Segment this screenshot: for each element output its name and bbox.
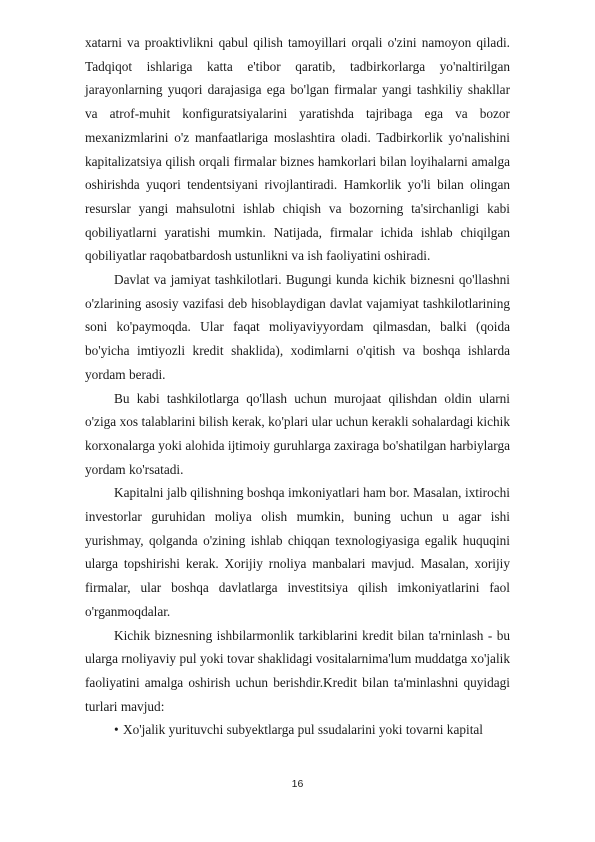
paragraph-state-organizations: Davlat va jamiyat tashkilotlari. Bugungi kunda kichik biznesni qo'llashni o'zlarining asosiy vazifasi deb hisoblaydigan davlat vajamiyat tashkilotlarining soni ko'paymoqda. Ular faqat moliyaviyyordam qilmasdan, balki (qoida bo'yicha imtiyozli kredit shaklida), xodimlarni o'qitish va boshqa ishlarda yordam beradi.: [85, 272, 510, 382]
page-number: 16: [291, 778, 304, 790]
paragraph-credit-provision: Kichik biznesning ishbilarmonlik tarkiblarini kredit bilan ta'rninlash - bu ularga rnoliyaviy pul yoki tovar shaklidagi vositalarnima'lum muddatga xo'jalik faoliyatini amalga oshirish uchun berishdir.Kredit bilan ta'minlashni quyidagi turlari mavjud:: [85, 627, 510, 714]
document-body: [85, 31, 510, 742]
bullet-icon: •: [114, 722, 119, 738]
list-item: [85, 718, 510, 742]
list-item-text: Xo'jalik yurituvchi subyektlarga pul ssudalarini yoki tovarni kapital: [123, 722, 483, 738]
paragraph-continuation: xatarni va proaktivlikni qabul qilish tamoyillari orqali o'zini namoyon qiladi. Tadqiqot ishlariga katta e'tibor qaratib, tadbirkorlarga yo'naltirilgan jarayonlarning yuqori darajasiga ega bo'lgan firmalar yangi tashkiliy shakllar va atrof-muhit konfiguratsiyalarini yaratishda tajribaga ega va bozor mexanizmlarini o'z manfaatlariga moslashtira oladi. Tadbirkorlik yo'nalishini kapitalizatsiya qilish orqali firmalar biznes hamkorlari bilan loyihalarni amalga oshirishda yuqori tendentsiyani rivojlantiradi. Hamkorlik yo'li bilan olingan resurslar yangi mahsulotni ishlab chiqish va bozorning ta'sirchanligi kabi qobiliyatlarni yaratishi mumkin. Natijada, firmalar ichida ishlab chiqilgan qobiliyatlar raqobatbardosh ustunlikni va ish faoliyatini oshiradi.: [85, 35, 510, 264]
paragraph-capital-attraction: Kapitalni jalb qilishning boshqa imkoniyatlari ham bor. Masalan, ixtirochi investorlar guruhidan moliya olish mumkin, buning uchun u agar ishi yurishmay, qolganda o'zining ishlab chiqqan texnologiyasiga egalik huquqini ularga topshirishi kerak. Xorijiy rnoliya manbalari mavjud. Masalan, xorijiy firmalar, ular boshqa davlatlarga investitsiya qilish imkoniyatlarini faol o'rganmoqdalar.: [85, 485, 510, 619]
paragraph-organization-requirements: Bu kabi tashkilotlarga qo'llash uchun murojaat qilishdan oldin ularni o'ziga xos talablarini bilish kerak, ko'plari ular uchun kerakli sohalardagi kichik korxonalarga yoki alohida ijtimoiy guruhlarga zaxiraga bo'shatilgan harbiylarga yordam ko'rsatadi.: [85, 390, 510, 477]
